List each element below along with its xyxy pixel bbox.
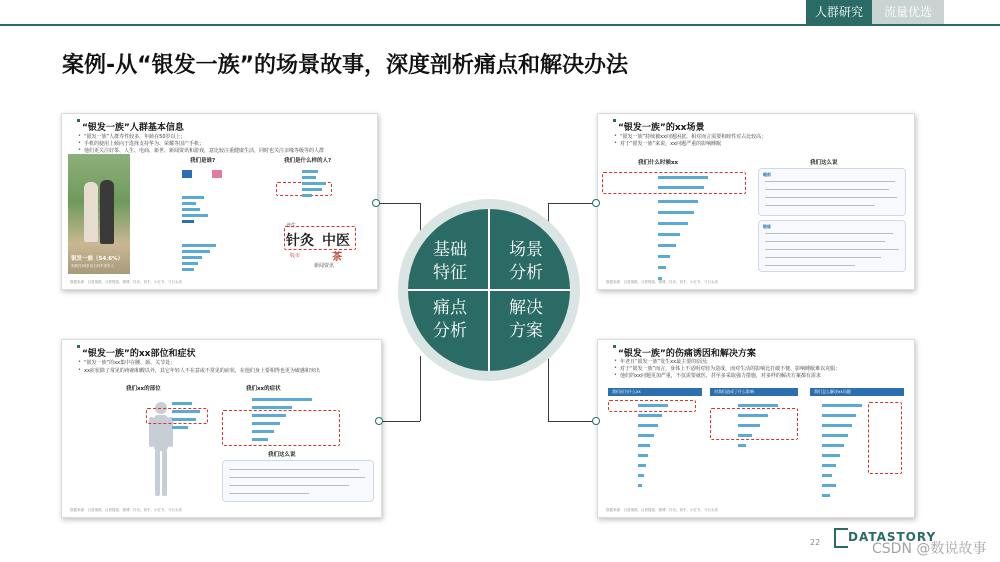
connector-line (548, 203, 597, 204)
connector-dot (592, 417, 600, 425)
datastory-logo: DATASTORY (848, 530, 937, 544)
tab-traffic-optimize[interactable]: 流量优选 (872, 0, 944, 24)
data-source: 数据来源：百度指数、百度搜索、微博、抖音、知乎、小红书、今日头条 (70, 280, 182, 284)
header-solutions: 我们怎么解决xx问题 (810, 388, 904, 396)
connector-dot (375, 417, 383, 425)
subtitle-symptoms: 我们xx的症状 (246, 386, 281, 392)
header-impact: 对我们造成了什么影响 (710, 388, 798, 396)
quote-box-exercise (758, 220, 906, 272)
logo-mark (834, 528, 848, 548)
panel-scenario (597, 113, 915, 290)
bullet: • “银发一族”持续被xx问题困扰，相对而言需要和睦性对占比较高； (620, 133, 766, 140)
connector-dot (592, 199, 600, 207)
bullet: • 手机的使用上倾向于选择支持华为、荣耀等国产手机； (84, 140, 204, 147)
bullet: • 年老且“银发一族”发生xx最主要的原因; (620, 358, 708, 365)
quote-tag: 睡前 (763, 172, 771, 177)
subtitle-what-kind: 我们是什么样的人? (284, 158, 332, 164)
connector-dot (372, 199, 380, 207)
bullet: • xx症状除了常见的疼痛和酸以外，其它年轻人不在意或不常见的症状，在他们身上要相得也更为敏感和突出 (84, 367, 320, 374)
connector-line (376, 203, 420, 204)
panel-title: “银发一族”的伤痛诱因和解决方案 (618, 346, 756, 359)
panel-basic-info (61, 113, 378, 290)
word-news: 新闻资讯 (314, 263, 335, 269)
quote-tag: 锻炼 (763, 224, 771, 229)
photo-label: 银发一族（54.6%） (71, 256, 124, 262)
bullet: • “银发一族”人群寿性较多，年龄在50岁以上； (84, 133, 186, 140)
bullet: • 他们的xx问题更加严重，不仅需要就医，甚至多采取强力措施，对多样的解决方案都有需求 (620, 372, 821, 379)
subtitle-body-parts: 我们xx的部位 (126, 386, 161, 392)
tab-crowd-research[interactable]: 人群研究 (806, 0, 872, 24)
bullet: • 对于“银发一族”来说，xx问题严重的影响睡眠 (620, 140, 721, 147)
panel-solutions (597, 339, 915, 518)
interest-word-cloud (284, 218, 354, 272)
elderly-couple-photo (68, 154, 130, 274)
data-source: 数据来源：百度指数、百度搜索、微博、抖音、知乎、小红书、今日头条 (606, 508, 718, 512)
watermark: CSDN @数说故事 (872, 541, 987, 557)
subtitle-we-say: 我们这么说 (810, 160, 838, 166)
photo-sublabel: 年龄在50岁以上的中老年人 (71, 264, 114, 268)
quadrant-scenario-analysis[interactable]: 场景 分析 (509, 240, 543, 283)
quote-box-sleep (758, 168, 906, 216)
data-source: 数据来源：百度指数、百度搜索、微博、抖音、知乎、小红书、今日头条 (606, 280, 718, 284)
quadrant-solution[interactable]: 解决 方案 (509, 298, 543, 341)
quadrant-pain-analysis[interactable]: 痛点 分析 (433, 298, 467, 341)
connector-line (380, 421, 420, 422)
connector-line (548, 421, 597, 422)
subtitle-when: 我们什么时候xx (638, 160, 679, 166)
panel-title: “银发一族”人群基本信息 (82, 120, 184, 133)
connector-line (548, 356, 549, 421)
bullet: • 对于“银发一族”而言，身体上不适明对轻为造成，而对生活的影响比打破不便、影响睡眠难以克服； (620, 365, 840, 372)
connector-line (420, 356, 421, 421)
header-causes: 我们因为什么xx (608, 388, 702, 396)
page-number: 22 (810, 538, 821, 547)
panel-pain-points (61, 339, 382, 518)
subtitle-who-are-we: 我们是谁? (190, 158, 216, 164)
page-title: 案例-从“银发一族”的场景故事，深度剖析痛点和解决办法 (62, 53, 629, 78)
header-divider (0, 24, 1000, 26)
data-source: 数据来源：百度指数、百度搜索、微博、抖音、知乎、小红书、今日头条 (70, 508, 182, 512)
panel-title: “银发一族”的xx场景 (618, 120, 704, 133)
quadrant-circle (408, 209, 570, 371)
word-wellness: 养生 (286, 223, 297, 229)
quote-box-pain (222, 460, 374, 502)
bullet: • “银发一族”的xx集中在腰、颈、关节处； (84, 359, 175, 366)
word-tea: 茶 (332, 252, 342, 263)
word-tcm: 中医 (322, 233, 350, 249)
word-acupuncture: 针灸 (286, 233, 314, 249)
panel-title: “银发一族”的xx部位和症状 (82, 346, 195, 359)
subtitle-quote: 我们这么说 (268, 452, 296, 458)
quadrant-basic-features[interactable]: 基础 特征 (433, 240, 467, 283)
word-stock: 股市 (290, 253, 301, 259)
bullet: • 他们更关注好茶、人生、电商、新世、新闻资讯和游戏，意比较注重健康生活，同时也关注亲缘等级等的人群 (84, 147, 324, 154)
